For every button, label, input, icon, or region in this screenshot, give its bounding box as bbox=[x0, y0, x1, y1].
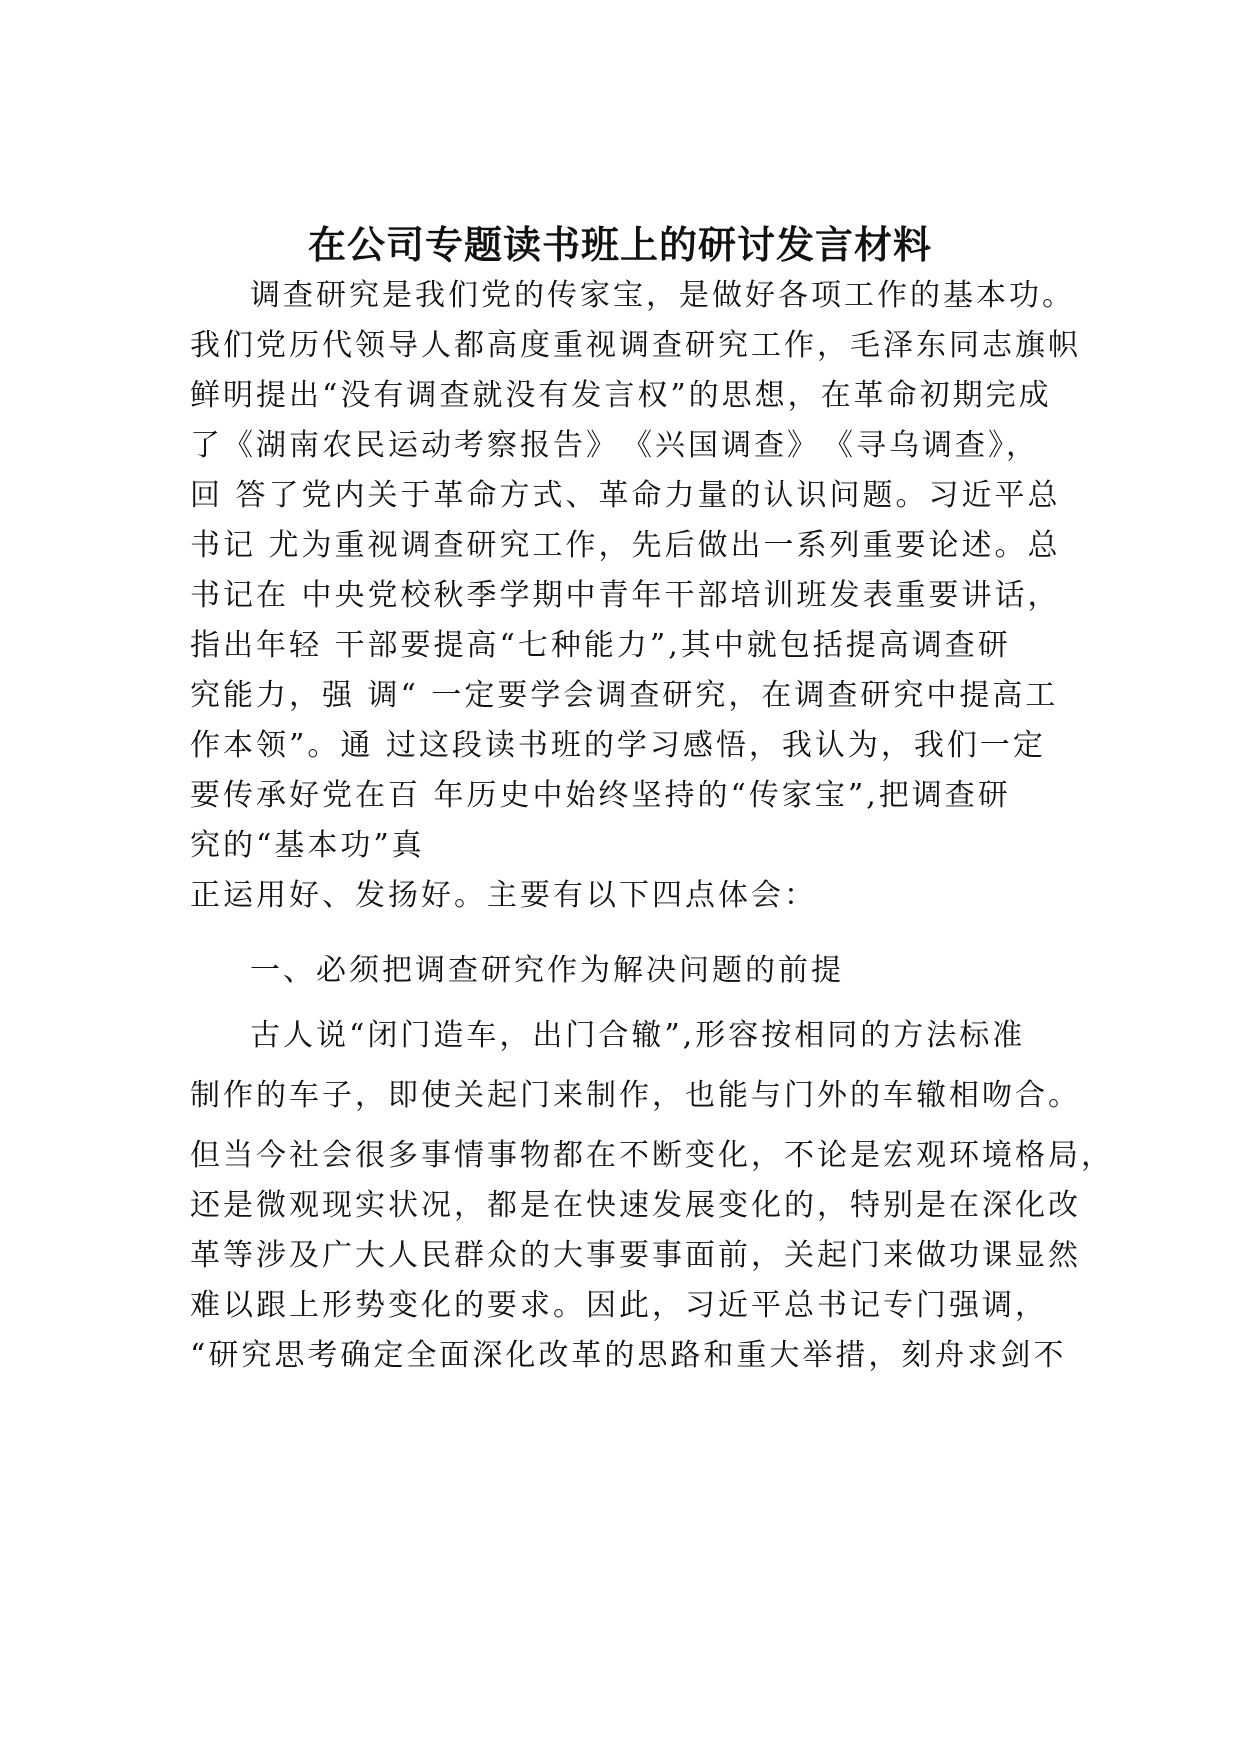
document-title: 在公司专题读书班上的研讨发言材料 bbox=[307, 223, 932, 267]
paragraph-line: “研究思考确定全面深化改革的思路和重大举措，刻舟求剑不 bbox=[190, 1338, 1067, 1373]
section-heading: 一、必须把调查研究作为解决问题的前提 bbox=[250, 953, 844, 988]
paragraph-line: 调查研究是我们党的传家宝，是做好各项工作的基本功。 bbox=[250, 278, 1075, 313]
paragraph-line: 究的“基本功”真 bbox=[190, 828, 425, 863]
paragraph-line: 书记在 中央党校秋季学期中青年干部培训班发表重要讲话， bbox=[190, 578, 1061, 613]
paragraph-line: 制作的车子，即使关起门来制作，也能与门外的车辙相吻合。 bbox=[190, 1078, 1081, 1113]
paragraph-line: 还是微观现实状况，都是在快速发展变化的，特别是在深化改 bbox=[190, 1188, 1081, 1223]
paragraph-line: 作本领”。通 过这段读书班的学习感悟，我认为，我们一定 bbox=[190, 728, 1046, 763]
paragraph-line: 古人说“闭门造车，出门合辙”,形容按相同的方法标准 bbox=[250, 1018, 1026, 1053]
paragraph-line: 指出年轻 干部要提高“七种能力”,其中就包括提高调查研 bbox=[190, 628, 1011, 663]
paragraph-line: 鲜明提出“没有调查就没有发言权”的思想，在革命初期完成 bbox=[190, 378, 1052, 413]
paragraph-line: 革等涉及广大人民群众的大事要事面前，关起门来做功课显然 bbox=[190, 1238, 1081, 1273]
paragraph-line: 要传承好党在百 年历史中始终坚持的“传家宝”,把调查研 bbox=[190, 778, 1011, 813]
paragraph-line: 了《湖南农民运动考察报告》 《兴国调查》 《寻乌调查》， bbox=[190, 428, 1039, 463]
paragraph-line: 我们党历代领导人都高度重视调查研究工作，毛泽东同志旗帜 bbox=[190, 328, 1081, 363]
paragraph-line: 究能力，强 调“ 一定要学会调查研究，在调查研究中提高工 bbox=[190, 678, 1059, 713]
paragraph-line: 但当今社会很多事情事物都在不断变化，不论是宏观环境格局， bbox=[190, 1138, 1114, 1173]
paragraph-line: 回 答了党内关于革命方式、革命力量的认识问题。习近平总 bbox=[190, 478, 1061, 513]
paragraph-line: 正运用好、发扬好。主要有以下四点体会： bbox=[190, 878, 817, 913]
paragraph-line: 书记 尤为重视调查研究工作，先后做出一系列重要论述。总 bbox=[190, 528, 1061, 563]
paragraph-line: 难以跟上形势变化的要求。因此，习近平总书记专门强调， bbox=[190, 1288, 1048, 1323]
